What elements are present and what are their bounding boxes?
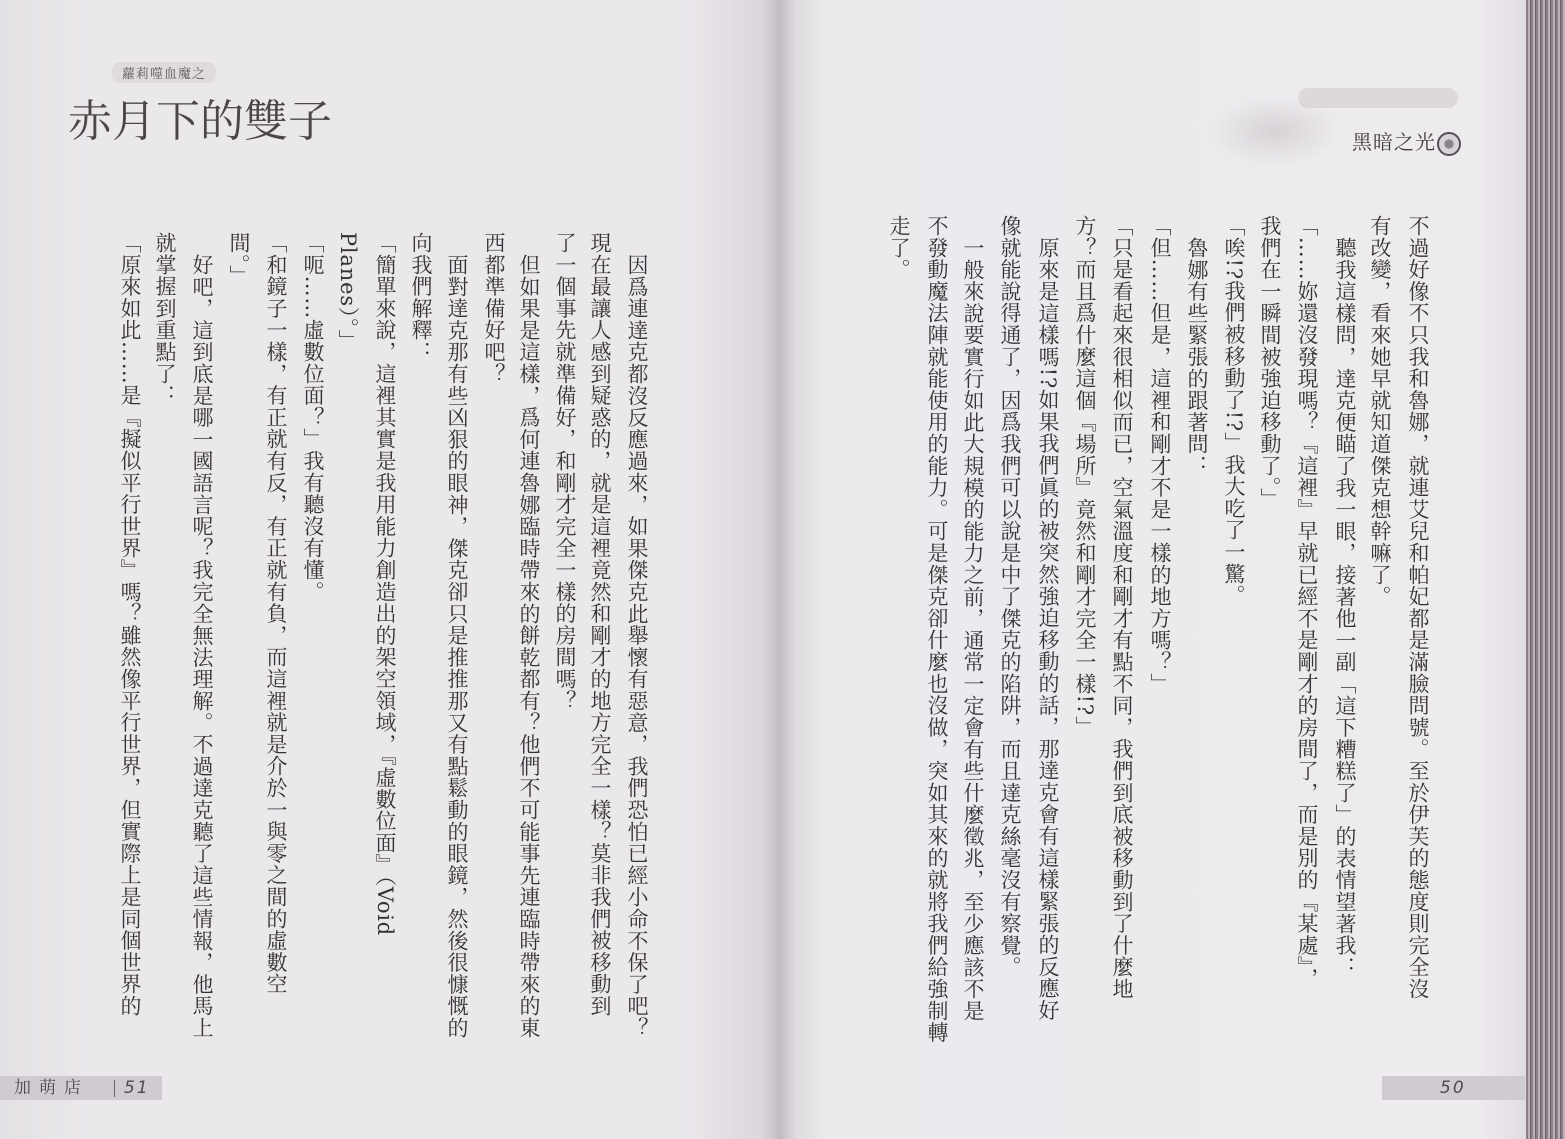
text-line: 「呃……虛數位面？」我有聽沒有懂。: [301, 232, 325, 603]
footer-label: 加萌店: [14, 1078, 89, 1098]
text-line: 「原來如此……是『擬似平行世界』嗎？雖然像平行世界，但實際上是同個世界的: [118, 232, 142, 1017]
text-line: 「只是看起來很相似而已，空氣溫度和剛才有點不同，我們到底被移動到了什麼地: [1110, 215, 1134, 1000]
spine-shadow: [760, 0, 796, 1139]
bleed-through-shadow: [1210, 96, 1340, 166]
text-line: 了一個事先就準備好，和剛才完全一樣的房間嗎？: [553, 232, 577, 712]
chapter-title: 黑暗之光: [1352, 130, 1436, 154]
page-edges: [1526, 0, 1565, 1139]
text-line: 走了。: [887, 215, 911, 281]
text-line: 向我們解釋：: [409, 232, 433, 363]
text-line: 好吧，這到底是哪一國語言呢？我完全無法理解。不過達克聽了這些情報，他馬上: [190, 254, 214, 1039]
text-line: 但如果是這樣，爲何連魯娜臨時帶來的餅乾都有？他們不可能事先連臨時帶來的東: [517, 254, 541, 1039]
text-line: 魯娜有些緊張的跟著問：: [1185, 237, 1209, 477]
text-line: 不發動魔法陣就能使用的能力。可是傑克卻什麼也沒做，突如其來的就將我們給強制轉: [925, 215, 949, 1044]
series-label: 蘿莉噬血魔之: [112, 62, 216, 83]
text-line: 原來是這樣嗎!?如果我們眞的被突然強迫移動的話，那達克會有這樣緊張的反應好: [1036, 237, 1060, 1022]
text-line: 方？而且爲什麼這個『場所』竟然和剛才完全一樣!?」: [1073, 215, 1097, 738]
text-line: 「唉!?我們被移動了!?」我大吃了一驚。: [1222, 215, 1246, 607]
text-line: 就掌握到重點了：: [153, 232, 177, 407]
page-number-right: 50: [1440, 1078, 1466, 1098]
footer-separator: [114, 1080, 115, 1097]
text-line: 「簡單來說，這裡其實是我用能力創造出的架空領域，『虛數位面』（Void: [373, 232, 397, 937]
text-line: 像就能說得通了，因爲我們可以說是中了傑克的陷阱，而且達克絲毫沒有察覺。: [998, 215, 1022, 978]
text-line: 西都準備好吧？: [482, 232, 506, 385]
text-line: 間。」: [227, 232, 251, 287]
text-line: 「……妳還沒發現嗎？『這裡』早就已經不是剛才的房間了，而是別的『某處』，: [1295, 215, 1319, 990]
text-line: 現在最讓人感到疑惑的，就是這裡竟然和剛才的地方完全一樣？莫非我們被移動到: [588, 232, 612, 1017]
text-line: 我們在一瞬間被強迫移動了。」: [1258, 215, 1282, 510]
text-line: 因爲連達克都沒反應過來，如果傑克此舉懷有惡意，我們恐怕已經小命不保了吧？: [625, 254, 649, 1039]
text-line: Planes）。」: [336, 232, 360, 352]
chapter-emblem-icon: [1437, 132, 1461, 156]
page-number-left: 51: [124, 1078, 150, 1098]
text-line: 面對達克那有些凶狠的眼神，傑克卻只是推推那又有點鬆動的眼鏡，然後很慷慨的: [445, 254, 469, 1039]
text-line: 聽我這樣問，達克便瞄了我一眼，接著他一副「這下糟糕了」的表情望著我：: [1333, 237, 1357, 979]
text-line: 「但……但是，這裡和剛才不是一樣的地方嗎？」: [1148, 215, 1172, 695]
text-line: 一般來說要實行如此大規模的能力之前，通常一定會有些什麼徵兆，至少應該不是: [961, 237, 985, 1022]
book-title: 赤月下的雙子: [68, 96, 332, 147]
text-line: 有改變，看來她早就知道傑克想幹嘛了。: [1368, 215, 1392, 608]
text-line: 不過好像不只我和魯娜，就連艾兒和帕妃都是滿臉問號。至於伊芙的態度則完全沒: [1406, 215, 1430, 1000]
text-line: 「和鏡子一樣，有正就有反，有正就有負，而這裡就是介於一與零之間的虛數空: [264, 232, 288, 995]
